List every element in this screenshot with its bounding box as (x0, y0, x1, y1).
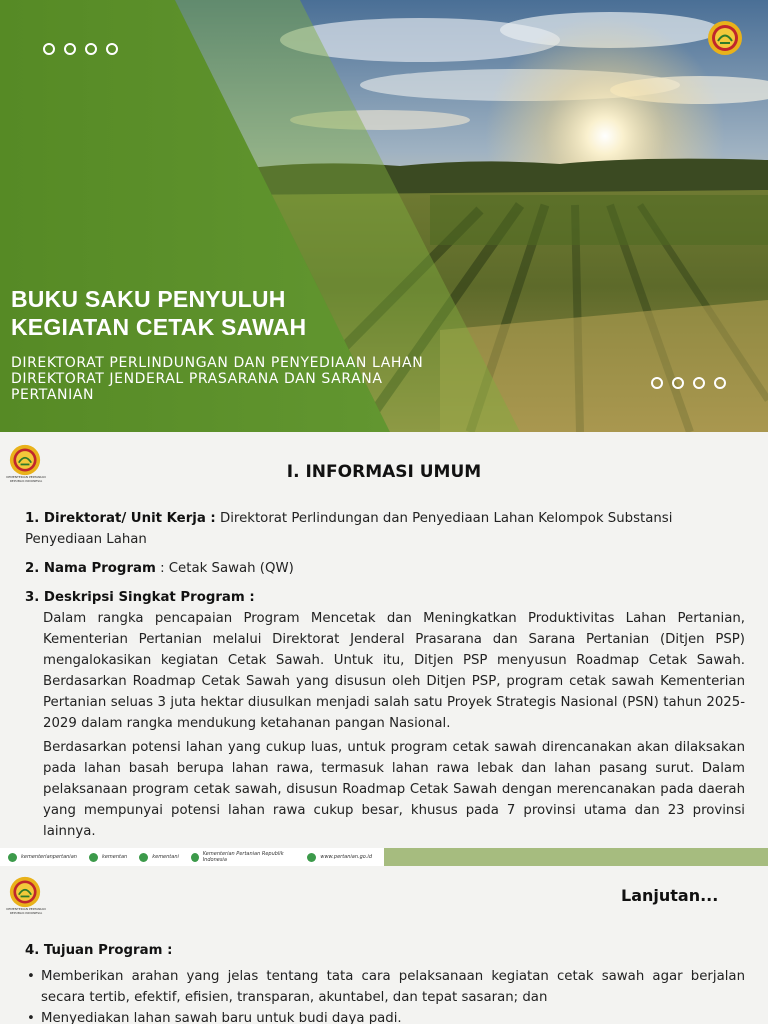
social-item-facebook[interactable] (191, 851, 295, 863)
section-title: I. INFORMASI UMUM (286, 462, 482, 482)
youtube-icon (139, 853, 148, 862)
tujuan-program-list (25, 966, 745, 1024)
social-item-label: kementan (101, 854, 128, 860)
decorative-dots-bottom (651, 377, 726, 389)
section-body (25, 508, 745, 842)
item-nama-program (25, 558, 745, 579)
logo-caption: KEMENTERIAN PERTANIAN REPUBLIK INDONESIA (6, 907, 46, 915)
decorative-dots-top (43, 43, 118, 55)
social-item-label: kementerianpertanian (21, 854, 77, 860)
logo-caption: KEMENTERIAN PERTANIAN REPUBLIK INDONESIA (6, 475, 46, 483)
deskripsi-paragraph-2: Berdasarkan potensi lahan yang cukup luas, untuk program cetak sawah direncanakan akan dilaksakan pada lahan basah berupa lahan rawa, termasuk lahan rawa lebak dan lahan pasang surut. Dalam pelaksanaan program cetak sawah, disusun Roadmap Cetak Sawah dengan merencanakan pada daerah yang mempunyai potensi lahan rawa cukup besar, khusus pada 7 provinsi utama dan 23 provinsi lainnya. (43, 740, 745, 839)
social-item-website[interactable] (307, 853, 372, 862)
instagram-icon (8, 853, 17, 862)
deskripsi-paragraph-1: Dalam rangka pencapaian Program Mencetak dan Meningkatkan Produktivitas Lahan Pertanian, Kementerian Pertanian melalui Direktorat Jenderal Prasarana dan Sarana Pertanian (Ditjen PSP) mengalokasikan kegiatan Cetak Sawah. Untuk itu, Ditjen PSP menyusun Roadmap Cetak Sawah. Berdasarkan Roadmap Cetak Sawah yang disusun oleh Ditjen PSP, program cetak sawah Kementerian Pertanian seluas 3 juta hektar diusulkan menjadi salah satu Proyek Strategis Nasional (PSN) tahun 2025-2029 dalam rangka mendukung ketahanan pangan Nasional. (43, 611, 745, 731)
tujuan-program-heading: 4. Tujuan Program : (25, 943, 173, 958)
kementan-logo-icon (707, 20, 743, 56)
kementan-logo-icon (9, 876, 41, 908)
continuation-heading: Lanjutan... (621, 886, 719, 905)
item-nama-program-value: : Cetak Sawah (QW) (155, 561, 294, 576)
globe-icon (307, 853, 316, 862)
list-item: • Memberikan arahan yang jelas tentang tata cara pelaksanaan kegiatan cetak sawah agar berjalan secara tertib, efektif, efisien, transparan, akuntabel, dan tepat sasaran; dan (25, 966, 745, 1008)
list-item: • Menyediakan lahan sawah baru untuk budi daya padi. (25, 1008, 745, 1024)
cover-page (0, 0, 768, 432)
social-footer (0, 848, 768, 866)
social-item-youtube[interactable] (139, 853, 179, 862)
twitter-icon (89, 853, 98, 862)
cover-subtitle (11, 355, 451, 403)
item-deskripsi-label: 3. Deskripsi Singkat Program : (25, 590, 255, 605)
cover-title (11, 285, 371, 341)
page-lanjutan (0, 866, 768, 1024)
cover-subtitle-line3: PERTANIAN (11, 387, 95, 403)
item-deskripsi (25, 587, 745, 608)
social-item-twitter[interactable] (89, 853, 127, 862)
social-item-instagram[interactable] (8, 853, 77, 862)
item-nama-program-label: 2. Nama Program (25, 561, 156, 576)
footer-green-bar (384, 848, 768, 866)
social-links (0, 848, 384, 866)
tujuan-program-section (25, 940, 745, 1024)
social-item-label: Kementerian Pertanian Republik Indonesia (202, 851, 284, 863)
social-item-label: kementani (152, 854, 179, 860)
cover-subtitle-line1: DIREKTORAT PERLINDUNGAN DAN PENYEDIAAN LAHAN (11, 355, 424, 371)
item-direktorat (25, 508, 745, 550)
social-item-label: www.pertanian.go.id (320, 854, 372, 860)
item-direktorat-label: 1. Direktorat/ Unit Kerja : (25, 511, 216, 526)
cover-title-line1: BUKU SAKU PENYULUH (11, 286, 286, 312)
facebook-icon (191, 853, 199, 862)
cover-subtitle-line2: DIREKTORAT JENDERAL PRASARANA DAN SARANA (11, 371, 383, 387)
cover-title-line2: KEGIATAN CETAK SAWAH (11, 314, 307, 340)
page-informasi-umum (0, 432, 768, 852)
item-direktorat-value: Direktorat Perlindungan dan Penyediaan Lahan Kelompok Substansi Penyediaan Lahan (25, 511, 673, 547)
